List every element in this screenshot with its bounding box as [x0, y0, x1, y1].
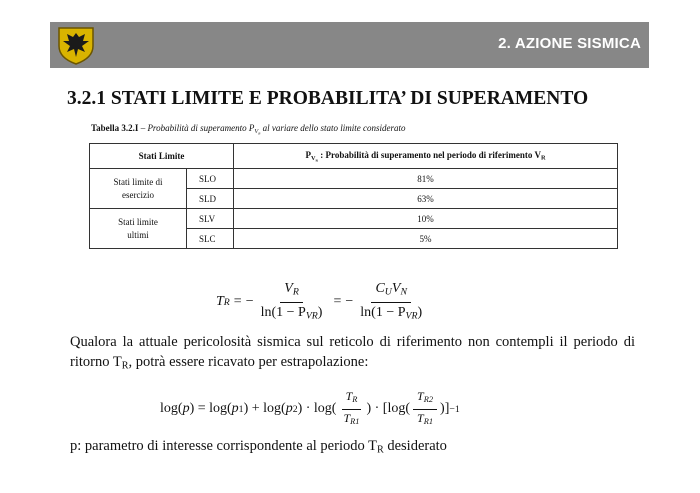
col-header-stati-limite: Stati Limite — [90, 144, 234, 169]
body-paragraph: Qualora la attuale pericolosità sismica sul reticolo di riferimento non contempli il periodo di ritorno $T_R$, potrà essere ricavato per estrapolazione: — [70, 334, 635, 372]
state-code: SLC — [187, 229, 234, 249]
state-code: SLO — [187, 169, 234, 189]
fraction-cu-vn: $\frac{C_UV_N}{\ln(1 - P_{VR})}$ — [360, 281, 423, 321]
probability-value: 81% — [234, 169, 618, 189]
section-title: 2. AZIONE SISMICA — [498, 35, 641, 52]
group-label-esercizio: Stati limite di esercizio — [90, 169, 187, 209]
caption-text-before: – Probabilità di superamento P — [140, 123, 255, 133]
state-code: SLV — [187, 209, 234, 229]
fraction-tr-tr1: $\frac{T_R}{T_{R1}}$ — [343, 389, 360, 426]
table-row — [90, 169, 618, 189]
probability-value: 63% — [234, 189, 618, 209]
fraction-tr2-tr1: $\frac{T_{R2}}{T_{R1}}$ — [413, 389, 437, 428]
table-header-row — [90, 144, 618, 169]
probability-value: 5% — [234, 229, 618, 249]
table-row — [90, 209, 618, 229]
table-caption — [91, 123, 405, 135]
fraction-vr: $\frac{V_R}{\ln(1 - P_{VR})}$ — [260, 281, 323, 321]
page-title: 3.2.1 STATI LIMITE E PROBABILITA’ DI SUPERAMENTO — [67, 88, 589, 109]
state-code: SLD — [187, 189, 234, 209]
eagle-crest-icon — [56, 24, 96, 66]
probability-value: 10% — [234, 209, 618, 229]
extrapolation-equation: log( p ) = log( p 1 ) + log( p 2 ) · log( $\frac{T_R}{T_{R1}}$ ) · [log( $\frac{T_{R2}}{T_{R1}}$ )] −1 — [160, 386, 460, 432]
return-period-equation: T R = − $\frac{V_R}{\ln(1 - P_{VR})}$ = − $\frac{C_UV_N}{\ln(1 - P_{VR})}$ — [216, 280, 429, 324]
group-label-ultimi: Stati limite ultimi — [90, 209, 187, 249]
header-bar — [50, 22, 649, 68]
caption-label: Tabella 3.2.I — [91, 123, 139, 133]
caption-sub: VR — [254, 127, 261, 136]
caption-text-after: al variare dello stato limite considerato — [260, 123, 406, 133]
footnote-text: p: parametro di interesse corrispondente al periodo $T_R$ desiderato — [70, 438, 447, 456]
probability-table — [89, 143, 618, 249]
col-header-probability: $P_{V_R}$ : Probabilità di superamento nel periodo di riferimento $V_R$ — [234, 144, 618, 169]
